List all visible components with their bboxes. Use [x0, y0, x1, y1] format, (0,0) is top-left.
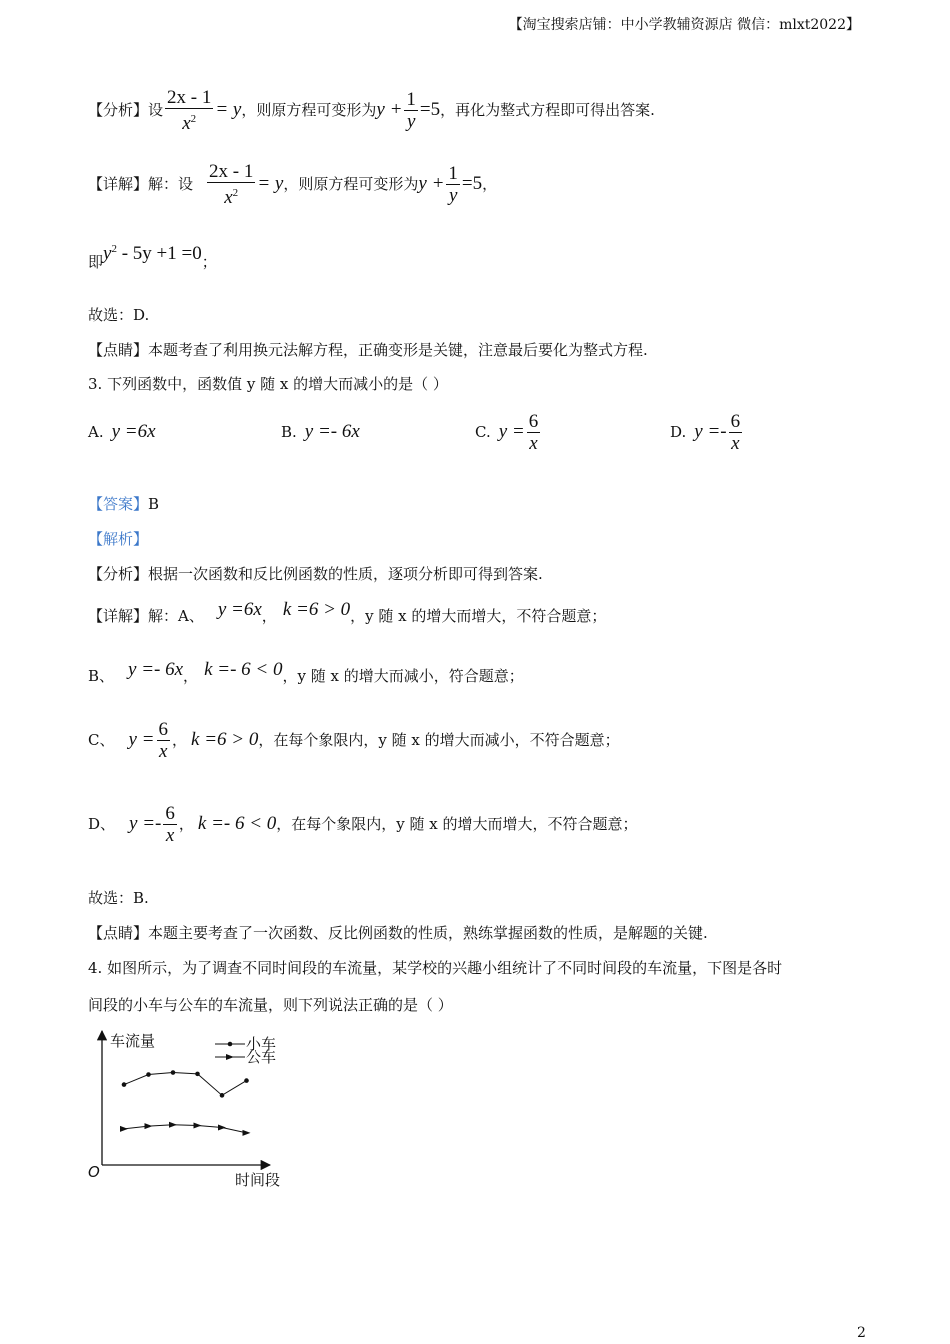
- answer-value: B: [148, 495, 160, 513]
- fraction-denominator: x: [165, 824, 175, 846]
- legend: [215, 1035, 276, 1066]
- option-b-expr: y =- 6x: [304, 421, 360, 442]
- car-point-6: [244, 1078, 249, 1083]
- plot-area: [120, 1070, 251, 1136]
- analysis-mid: ，则原方程可变形为: [241, 101, 377, 119]
- detail-b-expr: y =- 6x: [128, 659, 184, 680]
- fraction-numerator: 2x - 1: [167, 86, 212, 108]
- detail-c-pre: C、: [88, 731, 115, 749]
- fraction-6-over-x: [729, 411, 743, 454]
- detail-post: ，: [482, 175, 498, 193]
- quad-y: y: [103, 243, 112, 264]
- analysis-pre: 设: [148, 101, 164, 119]
- car-point-2: [146, 1072, 151, 1077]
- bus-point-3: [169, 1122, 177, 1128]
- ji-label: 即: [88, 253, 104, 271]
- car-point-3: [171, 1070, 176, 1075]
- fraction-numerator: 1: [448, 162, 458, 184]
- q3-stem: 3. 下列函数中，函数值 y 随 x 的增大而减小的是（ ）: [88, 375, 448, 393]
- option-b-label: B.: [281, 423, 297, 441]
- detail-d-text: ，在每个象限内，y 随 x 的增大而增大，不符合题意；: [276, 815, 638, 833]
- quadratic-equation: [103, 239, 202, 264]
- detail-a-expr: y =6x: [217, 599, 262, 620]
- den-exp: 2: [190, 112, 197, 125]
- option-a[interactable]: [88, 408, 156, 456]
- option-d-lhs: y =-: [694, 421, 727, 442]
- quad-rest: - 5y +1 =0: [116, 243, 202, 264]
- detail-d-k: k =- 6 < 0: [197, 813, 277, 834]
- option-d-label: D.: [670, 423, 687, 441]
- legend-marker-bus: [226, 1054, 234, 1060]
- fraction-denominator: x: [731, 432, 740, 454]
- detail-tag: 【详解】: [88, 175, 149, 193]
- option-c[interactable]: [475, 408, 542, 456]
- fraction-denominator: y: [448, 184, 458, 206]
- comment-text: 本题考查了利用换元法解方程，正确变形是关键，注意最后要化为整式方程.: [148, 341, 648, 359]
- q2-analysis: [88, 88, 655, 132]
- detail-c-text: ，在每个象限内，y 随 x 的增大而减小，不符合题意；: [258, 731, 620, 749]
- car-point-1: [122, 1082, 127, 1087]
- fraction-6-over-x: [163, 803, 177, 846]
- detail-mid: ，则原方程可变形为: [283, 175, 419, 193]
- option-a-expr: y =6x: [111, 421, 156, 442]
- fraction-1-over-y: [446, 163, 460, 206]
- analysis-tag: 【分析】: [88, 565, 149, 583]
- analysis-text: 根据一次函数和反比例函数的性质，逐项分析即可得到答案.: [148, 565, 543, 583]
- comma: ，: [172, 731, 188, 749]
- fraction-denominator: [165, 109, 213, 134]
- y-plus: y +: [418, 173, 445, 194]
- fraction-2x-1-over-x2: [165, 87, 213, 134]
- option-b[interactable]: [281, 408, 360, 456]
- semicolon: ；: [201, 253, 217, 271]
- q3-answer: [88, 494, 159, 514]
- page-header: 【淘宝搜索店铺：中小学教辅资源店 微信：mlxt2022】: [508, 17, 860, 33]
- q3-detail-c: [88, 716, 620, 764]
- q3-comment: [88, 923, 708, 943]
- fraction-denominator: [207, 183, 255, 208]
- fraction-6-over-x: [157, 719, 171, 762]
- bus-point-5: [218, 1124, 226, 1130]
- answer-tag: 【答案】: [88, 495, 149, 513]
- den-x: x: [182, 112, 191, 134]
- comment-text: 本题主要考查了一次函数、反比例函数的性质，熟练掌握函数的性质，是解题的关键.: [148, 924, 708, 942]
- fraction-numerator: 2x - 1: [209, 160, 254, 182]
- equals-five: =5: [419, 99, 441, 120]
- fraction-numerator: 6: [165, 802, 175, 824]
- q3-options: [88, 408, 848, 456]
- comment-tag: 【点睛】: [88, 341, 149, 359]
- equals-y: = y: [257, 173, 284, 194]
- comma: ，: [178, 815, 194, 833]
- q4-stem-line1: 4. 如图所示，为了调查不同时间段的车流量，某学校的兴趣小组统计了不同时间段的车流量，下图是各时: [88, 959, 783, 977]
- equals-five: =5: [461, 173, 483, 194]
- fraction-denominator: y: [406, 110, 416, 132]
- fraction-1-over-y: [404, 89, 418, 132]
- y-axis-label: 车流量: [110, 1032, 156, 1050]
- q3-analysis: [88, 564, 543, 584]
- q3-detail-a: [88, 598, 606, 634]
- fraction-numerator: 6: [158, 718, 168, 740]
- fraction-numerator: 6: [730, 410, 741, 432]
- q3-detail-b: [88, 658, 524, 694]
- detail-tag: 【详解】: [88, 607, 149, 625]
- analysis-tag: 【分析】: [88, 101, 149, 119]
- comma: ，: [261, 607, 277, 625]
- bus-point-4: [194, 1122, 202, 1128]
- detail-c-k: k =6 > 0: [191, 729, 259, 750]
- page-number: 2: [857, 1325, 866, 1341]
- option-c-label: C.: [475, 423, 491, 441]
- option-a-label: A.: [88, 423, 104, 441]
- q3-choice: 故选：B.: [88, 889, 149, 907]
- q3-detail-d: [88, 800, 638, 848]
- car-point-4: [195, 1072, 200, 1077]
- detail-a-pre: 解：A、: [148, 607, 204, 625]
- detail-c-lhs: y =: [128, 729, 155, 750]
- bus-point-6: [243, 1130, 251, 1136]
- q3-explain-tag: 【解析】: [88, 530, 149, 548]
- analysis-post: ，再化为整式方程即可得出答案.: [440, 101, 655, 119]
- legend-label-car: 小车: [246, 1035, 277, 1053]
- y-plus: y +: [376, 99, 403, 120]
- traffic-flow-chart: [80, 1025, 300, 1195]
- den-exp: 2: [232, 186, 239, 199]
- detail-a-k: k =6 > 0: [282, 599, 351, 620]
- detail-d-pre: D、: [88, 815, 116, 833]
- q4-stem-line2: 间段的小车与公车的车流量，则下列说法正确的是（ ）: [88, 996, 453, 1014]
- comment-tag: 【点睛】: [88, 924, 149, 942]
- detail-b-text: ，y 随 x 的增大而减小，符合题意；: [282, 667, 524, 685]
- detail-b-pre: B、: [88, 667, 115, 685]
- option-c-lhs: y =: [498, 421, 525, 442]
- fraction-6-over-x: [527, 411, 541, 454]
- detail-pre: 解：设: [148, 175, 194, 193]
- option-d[interactable]: [670, 408, 744, 456]
- bus-point-2: [145, 1123, 153, 1129]
- detail-d-lhs: y =-: [129, 813, 162, 834]
- q2-quadratic: [88, 244, 217, 272]
- car-point-5: [220, 1093, 225, 1098]
- fraction-2x-1-over-x2: [207, 161, 255, 208]
- q2-comment: [88, 340, 648, 360]
- comma: ，: [183, 667, 199, 685]
- detail-b-k: k =- 6 < 0: [204, 659, 283, 680]
- legend-label-bus: 公车: [246, 1048, 277, 1066]
- x-axis-label: 时间段: [235, 1171, 281, 1189]
- fraction-numerator: 6: [528, 410, 539, 432]
- series-line-car: [124, 1073, 247, 1096]
- origin-label: O: [88, 1163, 100, 1181]
- fraction-denominator: x: [529, 432, 538, 454]
- fraction-numerator: 1: [406, 88, 416, 110]
- legend-marker-car: [228, 1042, 233, 1047]
- detail-a-text: ，y 随 x 的增大而增大，不符合题意；: [350, 607, 607, 625]
- q2-choice: 故选：D.: [88, 306, 150, 324]
- fraction-denominator: x: [159, 740, 168, 762]
- equals-y: = y: [215, 99, 242, 120]
- bus-point-1: [120, 1126, 128, 1132]
- den-x: x: [224, 186, 233, 208]
- q2-detail: [88, 162, 497, 206]
- quad-exp: 2: [111, 243, 117, 255]
- series-line-bus: [124, 1125, 247, 1133]
